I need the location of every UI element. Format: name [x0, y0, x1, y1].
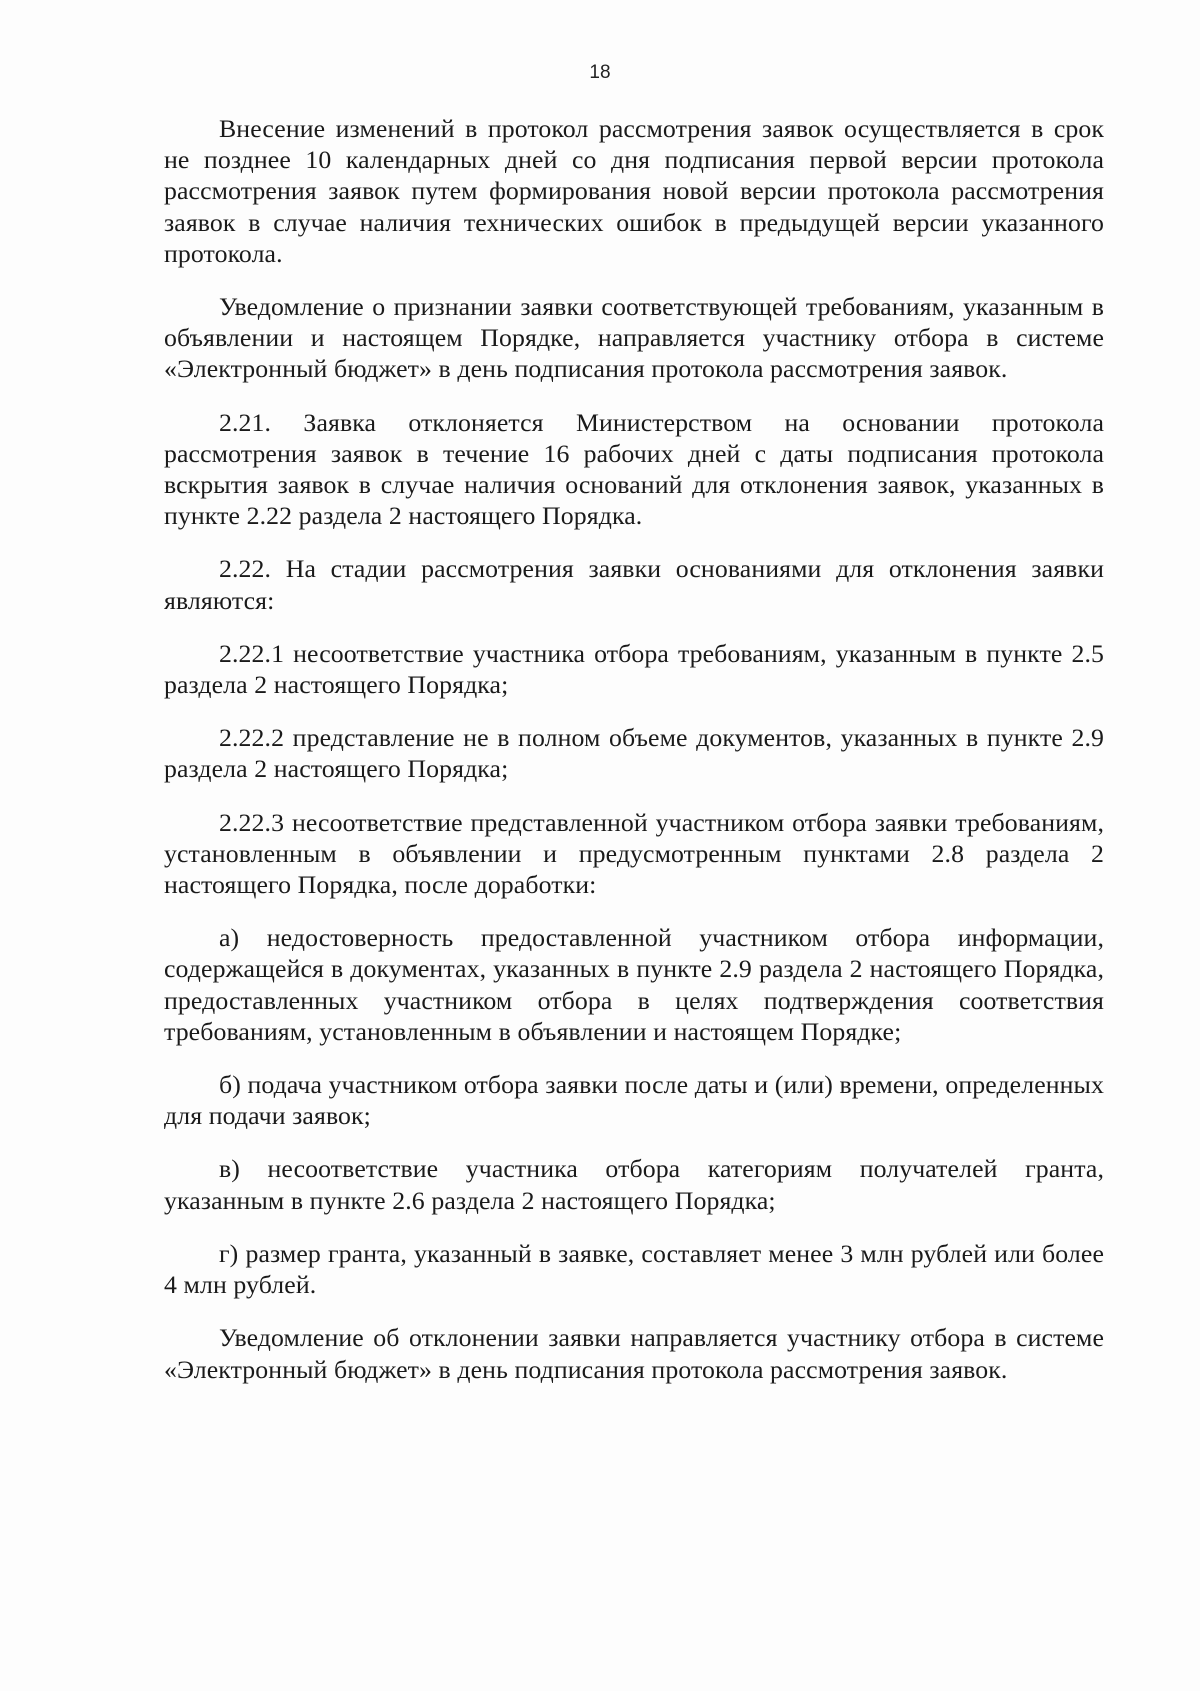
paragraph-protocol-changes: Внесение изменений в протокол рассмотрения заявок осуществляется в срок не позднее 10 календарных дней со дня подписания первой версии протокола рассмотрения заявок путем формирования новой версии протокола рассмотрения заявок в случае наличия технических ошибок в предыдущей версии указанного протокола.	[164, 114, 1104, 268]
paragraph-2-22-3: 2.22.3 несоответствие представленной участником отбора заявки требованиям, установленным в объявлении и предусмотренным пунктами 2.8 раздела 2 настоящего Порядка, после доработки:	[164, 807, 1104, 900]
paragraph-notification-rejection: Уведомление об отклонении заявки направляется участнику отбора в системе «Электронный бюджет» в день подписания протокола рассмотрения заявок.	[164, 1323, 1104, 1384]
paragraph-item-v: в) несоответствие участника отбора категориям получателей гранта, указанным в пункте 2.6 раздела 2 настоящего Порядка;	[164, 1154, 1104, 1215]
paragraph-2-21: 2.21. Заявка отклоняется Министерством на основании протокола рассмотрения заявок в течение 16 рабочих дней с даты подписания протокола вскрытия заявок в случае наличия оснований для отклонения заявок, указанных в пункте 2.22 раздела 2 настоящего Порядка.	[164, 407, 1104, 531]
paragraph-item-g: г) размер гранта, указанный в заявке, составляет менее 3 млн рублей или более 4 млн рублей.	[164, 1238, 1104, 1300]
document-body	[164, 113, 1104, 1407]
paragraph-item-b: б) подача участником отбора заявки после даты и (или) времени, определенных для подачи заявок;	[164, 1070, 1104, 1131]
paragraph-2-22: 2.22. На стадии рассмотрения заявки основаниями для отклонения заявки являются:	[164, 554, 1104, 615]
page-number: 18	[589, 62, 611, 83]
paragraph-notification-compliance: Уведомление о признании заявки соответствующей требованиям, указанным в объявлении и настоящем Порядке, направляется участнику отбора в системе «Электронный бюджет» в день подписания протокола рассмотрения заявок.	[164, 292, 1104, 384]
paragraph-2-22-2: 2.22.2 представление не в полном объеме документов, указанных в пункте 2.9 раздела 2 настоящего Порядка;	[164, 723, 1104, 784]
paragraph-2-22-1: 2.22.1 несоответствие участника отбора требованиям, указанным в пункте 2.5 раздела 2 настоящего Порядка;	[164, 638, 1104, 700]
paragraph-item-a: а) недостоверность предоставленной участником отбора информации, содержащейся в документах, указанных в пункте 2.9 раздела 2 настоящего Порядка, предоставленных участником отбора в целях подтверждения соответствия требованиям, установленным в объявлении и настоящем Порядке;	[164, 923, 1104, 1046]
